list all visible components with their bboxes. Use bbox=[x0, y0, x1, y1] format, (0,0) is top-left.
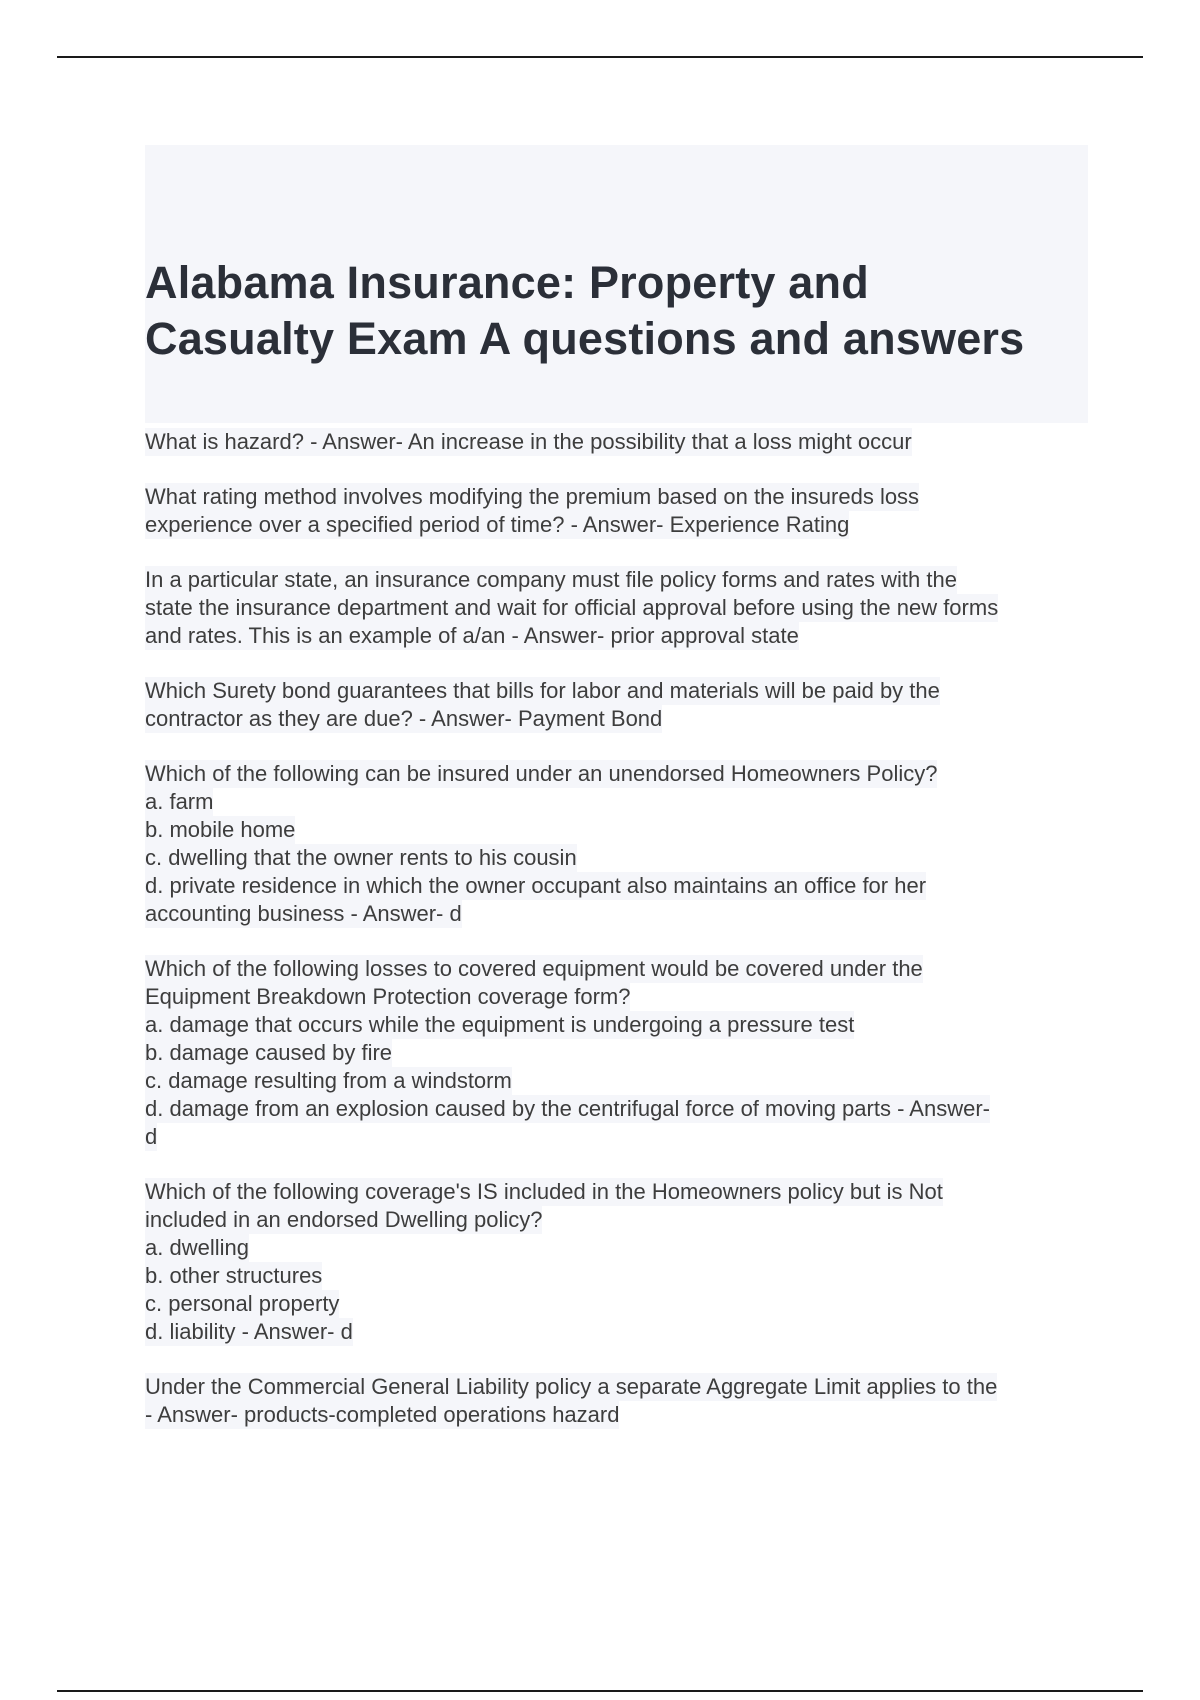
title-block bbox=[145, 145, 1088, 423]
qa-line: Under the Commercial General Liability policy a separate Aggregate Limit applies to the bbox=[145, 1374, 998, 1399]
qa-line: d bbox=[145, 1124, 158, 1149]
qa-entry bbox=[145, 566, 1088, 650]
qa-line: a. farm bbox=[145, 789, 214, 814]
bottom-rule bbox=[57, 1690, 1143, 1692]
qa-line: accounting business - Answer- d bbox=[145, 901, 462, 926]
qa-line: c. personal property bbox=[145, 1291, 340, 1316]
title-line: Alabama Insurance: Property and bbox=[145, 257, 869, 308]
document-page bbox=[145, 145, 1088, 1456]
qa-line: included in an endorsed Dwelling policy? bbox=[145, 1207, 543, 1232]
qa-line: Equipment Breakdown Protection coverage form? bbox=[145, 984, 631, 1009]
qa-line: d. private residence in which the owner occupant also maintains an office for her bbox=[145, 873, 927, 898]
qa-entry bbox=[145, 428, 1088, 456]
qa-line: a. damage that occurs while the equipment is undergoing a pressure test bbox=[145, 1012, 855, 1037]
qa-entry bbox=[145, 483, 1088, 539]
qa-line: Which of the following coverage's IS included in the Homeowners policy but is Not bbox=[145, 1179, 943, 1204]
qa-list bbox=[145, 428, 1088, 1429]
qa-line: Which Surety bond guarantees that bills for labor and materials will be paid by the bbox=[145, 678, 940, 703]
qa-entry bbox=[145, 955, 1088, 1151]
qa-line: and rates. This is an example of a/an - Answer- prior approval state bbox=[145, 623, 799, 648]
qa-line: What rating method involves modifying the premium based on the insureds loss bbox=[145, 484, 920, 509]
qa-entry bbox=[145, 1178, 1088, 1346]
qa-line: d. liability - Answer- d bbox=[145, 1319, 353, 1344]
qa-line: c. dwelling that the owner rents to his cousin bbox=[145, 845, 577, 870]
top-rule bbox=[57, 56, 1143, 58]
qa-line: a. dwelling bbox=[145, 1235, 249, 1260]
qa-line: contractor as they are due? - Answer- Payment Bond bbox=[145, 706, 663, 731]
title-line: Casualty Exam A questions and answers bbox=[145, 313, 1025, 364]
qa-line: state the insurance department and wait for official approval before using the new forms bbox=[145, 595, 999, 620]
qa-line: d. damage from an explosion caused by the centrifugal force of moving parts - Answer- bbox=[145, 1096, 990, 1121]
qa-entry bbox=[145, 760, 1088, 928]
qa-line: Which of the following can be insured under an unendorsed Homeowners Policy? bbox=[145, 761, 938, 786]
document-title bbox=[145, 255, 1024, 367]
qa-line: c. damage resulting from a windstorm bbox=[145, 1068, 512, 1093]
qa-line: b. damage caused by fire bbox=[145, 1040, 393, 1065]
qa-entry bbox=[145, 677, 1088, 733]
qa-line: experience over a specified period of time? - Answer- Experience Rating bbox=[145, 512, 850, 537]
qa-entry bbox=[145, 1373, 1088, 1429]
qa-line: Which of the following losses to covered equipment would be covered under the bbox=[145, 956, 923, 981]
qa-line: In a particular state, an insurance company must file policy forms and rates with the bbox=[145, 567, 957, 592]
qa-line: - Answer- products-completed operations hazard bbox=[145, 1402, 620, 1427]
qa-line: b. mobile home bbox=[145, 817, 296, 842]
qa-line: What is hazard? - Answer- An increase in the possibility that a loss might occur bbox=[145, 429, 912, 454]
qa-line: b. other structures bbox=[145, 1263, 323, 1288]
